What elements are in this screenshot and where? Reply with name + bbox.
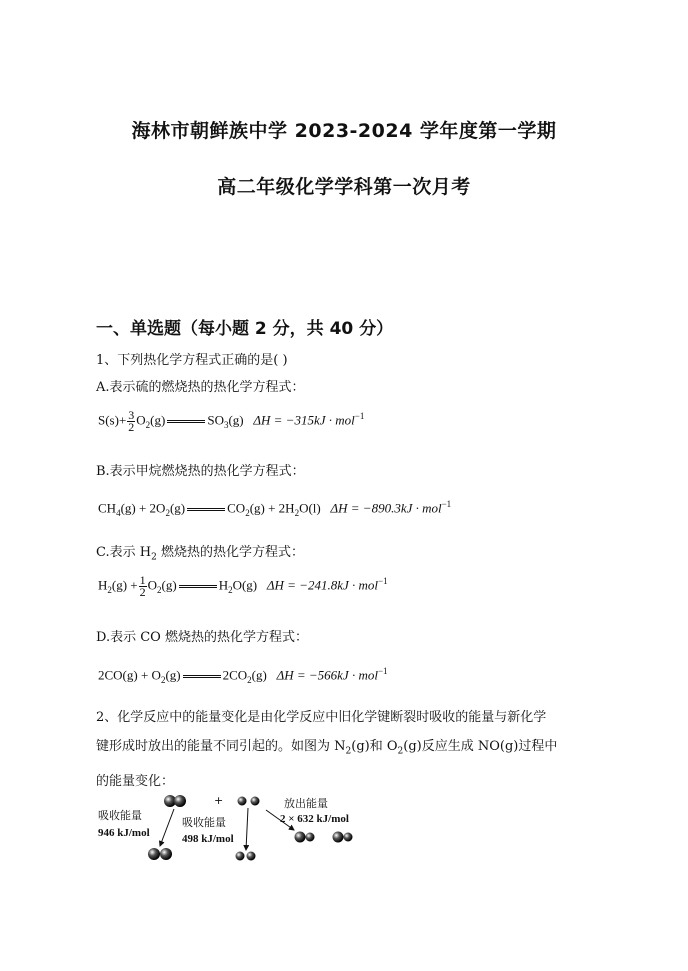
plus-sign: + — [214, 794, 224, 807]
section-heading: 一、单选题（每小题 2 分，共 40 分） — [96, 319, 394, 339]
question-1-stem: 1、下列热化学方程式正确的是( ) — [96, 353, 288, 368]
option-c-equation: $H_2(g)$ + $\frac{1}{2}$ $O_2(g)$ $H_2O(g)$ ΔH = −241.8kJ · mol$^{-1}$ — [98, 573, 388, 599]
absorb-energy-1-label: 吸收能量 — [98, 809, 142, 822]
question-2-line1: 2、化学反应中的能量变化是由化学反应中旧化学键断裂时吸收的能量与新化学 — [96, 710, 547, 725]
release-energy-label: 放出能量 — [284, 797, 328, 810]
arrow-n2-split — [160, 809, 174, 846]
equals-arrow — [187, 508, 225, 511]
option-a-equation: S(s)+ $\frac{3}{2}$ $O_2(g)$ $SO_3(g)$ ΔH = −315kJ · mol$^{-1}$ — [98, 408, 365, 434]
question-2-text — [96, 703, 596, 796]
arrow-o2-split — [246, 808, 248, 850]
equals-arrow — [179, 585, 217, 588]
o-atoms-icon — [236, 852, 256, 861]
option-b-label: B.表示甲烷燃烧热的热化学方程式： — [96, 464, 305, 479]
o2-molecule-icon — [238, 797, 260, 806]
option-a-label: A.表示硫的燃烧热的热化学方程式： — [96, 380, 305, 395]
absorb-energy-2-value: 498 kJ/mol — [182, 833, 234, 845]
absorb-energy-1-value: 946 kJ/mol — [98, 827, 150, 839]
option-d-label: D.表示 CO 燃烧热的热化学方程式： — [96, 630, 308, 645]
fraction: $\frac{1}{2}$ — [139, 573, 146, 599]
equals-arrow — [167, 420, 205, 423]
question-2-line2: 键形成时放出的能量不同引起的。如图为 $N_2(g)$和 $O_2(g)$反应生成 NO(g)过程中 — [96, 739, 558, 757]
exam-title-line1: 海林市朝鲜族中学 2023-2024 学年度第一学期 — [131, 120, 557, 142]
option-b-equation: $CH_4(g) + 2O_2(g) CO_2(g) + 2H_2O(l)$ ΔH = −890.3kJ · mol$^{-1}$ — [98, 499, 452, 518]
exam-title-line2: 高二年级化学学科第一次月考 — [217, 176, 471, 198]
n2-molecule-icon — [164, 795, 186, 807]
energy-diagram — [98, 792, 398, 868]
no-molecules-icon — [295, 832, 353, 843]
release-energy-value: 2 × 632 kJ/mol — [280, 813, 349, 825]
option-c-label: C.表示 $H_2$ 燃烧热的热化学方程式： — [96, 545, 304, 563]
n-atoms-icon — [148, 848, 172, 860]
absorb-energy-2-label: 吸收能量 — [182, 816, 226, 829]
fraction: $\frac{3}{2}$ — [128, 408, 135, 434]
question-2-line3: 的能量变化： — [96, 773, 175, 789]
equals-arrow — [183, 675, 221, 678]
option-d-equation: $2CO(g) + O_2(g)$ $2CO_2(g)$ ΔH = −566kJ · mol$^{-1}$ — [98, 666, 388, 685]
